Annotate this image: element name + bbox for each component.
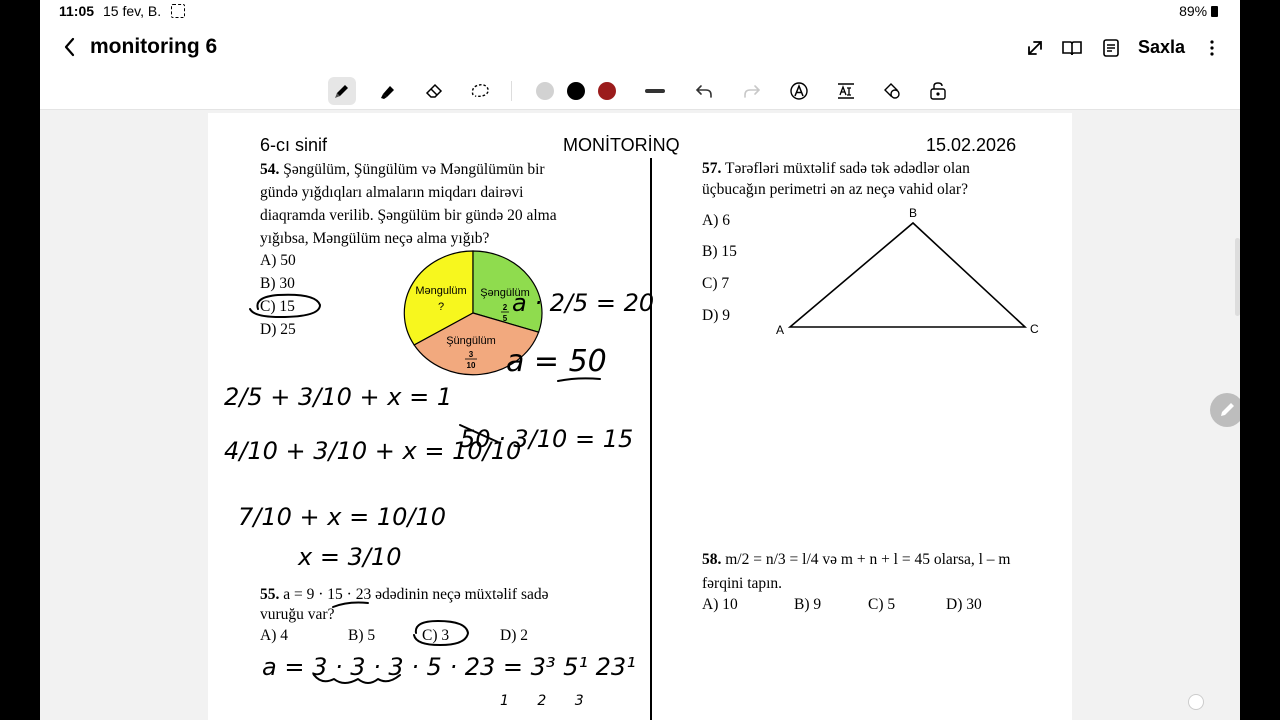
pie-diagram [403,249,543,377]
hw-eq6: 7/10 + x = 10/10 [238,503,446,531]
q55-option-b: B) 5 [348,627,376,644]
lock-icon [928,81,948,101]
undo-button[interactable] [690,77,718,105]
page-exam-title: MONİTORİNQ [563,135,680,155]
outline-button[interactable] [1099,36,1123,60]
pie-label-shengulum: Şəngülüm [480,287,530,299]
line-width-icon [643,81,667,101]
q55-text: 55. a = 9 · 15 · 23 ədədinin neçə müxtəlif sadə vuruğu var? [260,586,549,623]
undo-icon [694,81,714,101]
q55-number: 55. [260,586,280,603]
q55-option-d: D) 2 [500,627,528,644]
q57-option-c: C) 7 [702,275,730,292]
q54-text: 54. Şəngülüm, Şüngülüm və Məngülümün bir gündə yığdıqları almaların miqdarı dairəvi diaqramda verilib. Şəngülüm bir gündə 20 alma yığıbsa, Məngülüm neçə alma yığıb? [260,161,557,247]
redo-icon [742,81,762,101]
status-time: 11:05 [59,3,95,19]
status-date: 15 fev, B. [103,3,162,19]
pie-num-shungulum: 3 [468,350,474,359]
q57-number: 57. [702,160,722,177]
eraser-icon [424,81,444,101]
q58-text: 58. m/2 = n/3 = l/4 və m + n + l = 45 olarsa, l – m fərqini tapın. [702,551,1011,592]
lock-button[interactable] [924,77,952,105]
ink-underline-a50 [558,378,600,381]
vertex-a: A [776,323,785,337]
more-button[interactable] [1200,36,1224,60]
line-width-button[interactable] [641,77,669,105]
vertex-b: B [909,206,918,220]
q54-option-d: D) 25 [260,321,296,338]
pie-den-shengulum: 5 [502,314,508,323]
q57-option-d: D) 9 [702,307,730,324]
app-header [40,24,1240,72]
more-vertical-icon [1200,36,1224,60]
battery-icon [1211,6,1218,17]
q58-option-a: A) 10 [702,596,738,613]
scrollbar[interactable] [1235,238,1240,316]
reader-button[interactable] [1060,36,1084,60]
save-button[interactable]: Saxla [1138,37,1186,57]
color-swatch-gray[interactable] [536,82,554,100]
hw-eq2: a = 50 [506,344,607,379]
lasso-tool[interactable] [466,77,494,105]
text-insert-icon [836,81,856,101]
q58-number: 58. [702,551,722,568]
eraser-tool[interactable] [420,77,448,105]
pie-num-shengulum: 2 [502,303,508,312]
hw-eq3: 50 · 3/10 = 15 [460,425,634,453]
lasso-icon [469,81,491,101]
hw-eq7: x = 3/10 [298,543,402,571]
pie-label-mengulum: Məngulüm [415,285,467,297]
tablet-screen [40,0,1240,720]
column-divider [650,158,652,720]
battery-level: 89% [1179,3,1218,19]
edit-fab-button[interactable] [1210,393,1240,427]
highlighter-tool[interactable] [374,77,402,105]
redo-button[interactable] [738,77,766,105]
page-grade: 6-cı sinif [260,135,328,155]
fullscreen-button[interactable] [1023,36,1047,60]
triangle-diagram [768,201,1048,341]
q57-option-a: A) 6 [702,212,730,229]
q58-option-d: D) 30 [946,596,982,613]
highlighter-icon [378,81,398,101]
screen-record-icon [171,4,185,18]
q55-option-a: A) 4 [260,627,288,644]
q57-option-b: B) 15 [702,243,737,260]
q57-text: 57. Tərəfləri müxtəlif sadə tək ədədlər olan üçbucağın perimetri ən az neçə vahid olar? [702,160,970,198]
hw-eq8: a = 3 · 3 · 3 · 5 · 23 = 3³ 5¹ 23¹ [262,653,636,681]
pen-tool[interactable] [328,77,356,105]
color-swatch-black[interactable] [567,82,585,100]
page-date: 15.02.2026 [926,135,1017,155]
assistive-touch-button[interactable] [1188,694,1204,710]
shapes-button[interactable] [878,77,906,105]
back-button[interactable] [58,34,82,60]
document-title: monitoring 6 [90,35,218,58]
hw-eq4: 2/5 + 3/10 + x = 1 [224,383,453,411]
shapes-icon [882,81,902,101]
q58-option-b: B) 9 [794,596,822,613]
pie-label-shungulum: Şüngülüm [446,335,496,347]
toolbar-divider [511,81,512,101]
book-icon [1060,36,1084,60]
pencil-icon [1210,393,1240,427]
q54-option-b: B) 30 [260,275,295,292]
pie-value-mengulum: ? [437,301,445,313]
ink-strike-50 [460,425,500,443]
pen-icon [332,81,352,101]
pie-den-shungulum: 10 [466,361,476,370]
drawing-toolbar [40,72,1240,110]
ink-brace [314,675,400,683]
text-style-button[interactable] [785,77,813,105]
q55-option-c: C) 3 [422,627,450,644]
text-insert-button[interactable] [832,77,860,105]
q54-option-a: A) 50 [260,252,296,269]
vertex-c: C [1030,322,1039,336]
expand-icon [1023,36,1047,60]
hw-eq9: 1 2 3 [500,693,596,709]
chevron-left-icon [58,34,82,60]
hw-eq5: 4/10 + 3/10 + x = 10/10 [224,437,522,465]
q58-option-c: C) 5 [868,596,896,613]
q54-option-c: C) 15 [260,298,295,315]
hw-eq1: a · 2/5 = 20 [512,289,655,317]
document-page[interactable] [208,113,1072,720]
status-bar [40,0,1240,24]
color-swatch-red[interactable] [598,82,616,100]
q54-number: 54. [260,161,280,178]
list-icon [1099,36,1123,60]
text-style-icon [789,81,809,101]
